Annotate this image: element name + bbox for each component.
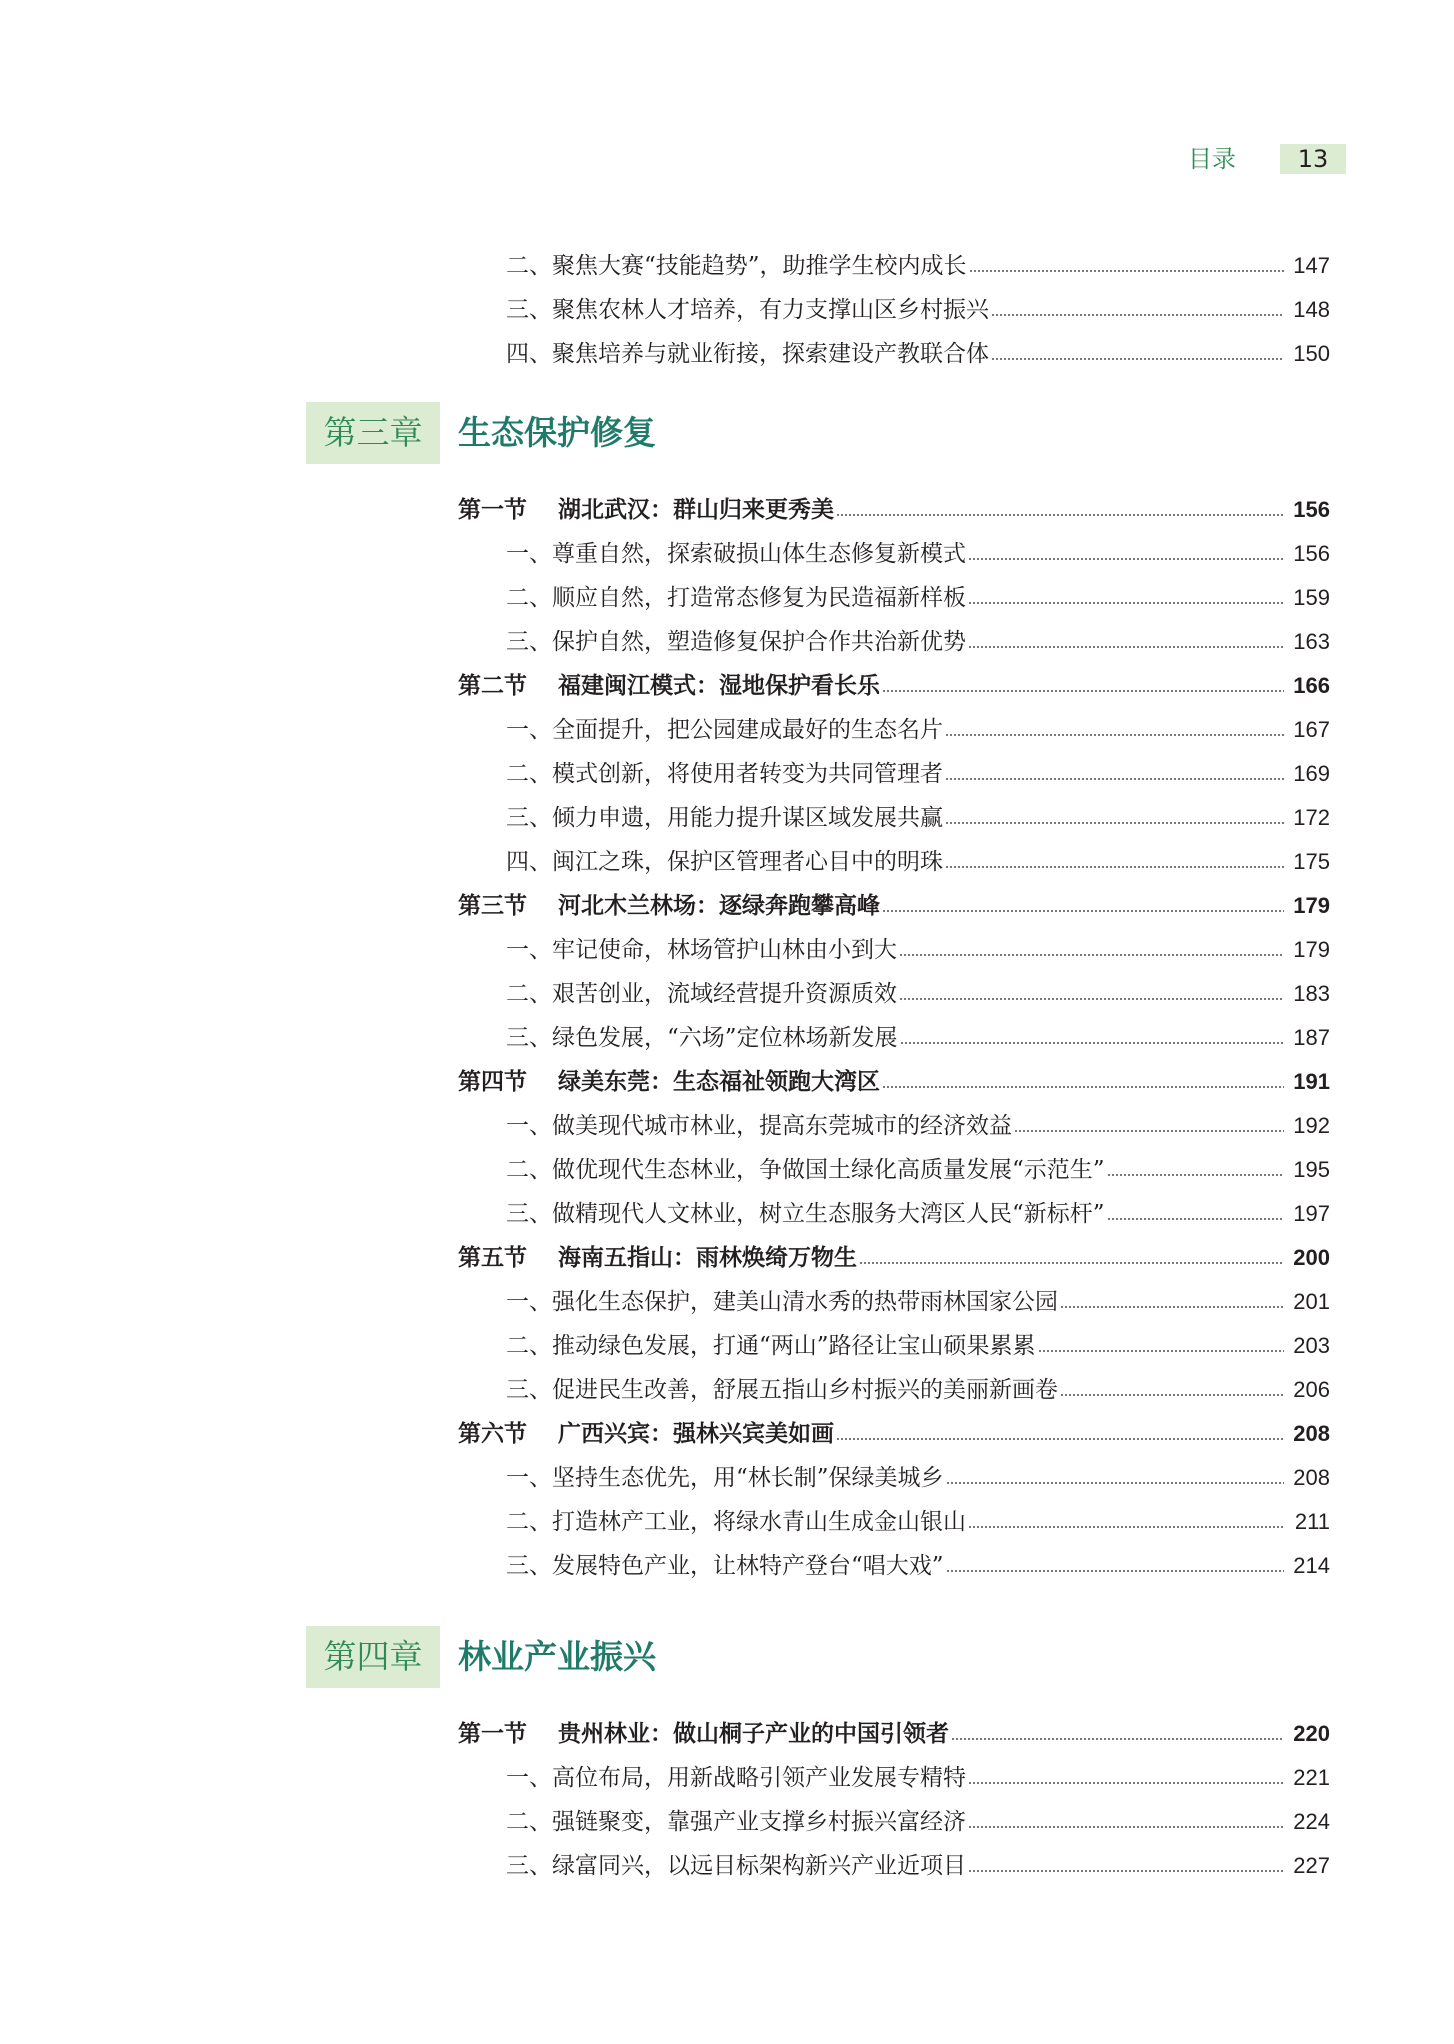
- toc-item[interactable]: [0, 752, 1454, 796]
- toc-item-text: 三、聚焦农林人才培养，有力支撑山区乡村振兴: [506, 297, 989, 323]
- toc-item[interactable]: [0, 1844, 1454, 1888]
- header-page-number: 13: [1280, 144, 1346, 174]
- toc-page-number: 169: [1293, 761, 1330, 786]
- toc-item-text: 一、坚持生态优先，用“林长制”保绿美城乡: [506, 1465, 944, 1491]
- section-number: 第六节: [458, 1420, 527, 1447]
- chapter-number: 第四章: [306, 1626, 440, 1688]
- toc-item-text: 三、做精现代人文林业，树立生态服务大湾区人民“新标杆”: [506, 1201, 1105, 1227]
- section-title: 福建闽江模式：湿地保护看长乐: [558, 672, 880, 699]
- dot-leader: [969, 270, 1284, 272]
- dot-leader: [900, 1042, 1284, 1044]
- dot-leader: [836, 1438, 1284, 1440]
- toc-item-text: 二、模式创新，将使用者转变为共同管理者: [506, 761, 943, 787]
- dot-leader: [945, 866, 1284, 868]
- toc-item-text: 三、倾力申遗，用能力提升谋区域发展共赢: [506, 805, 943, 831]
- dot-leader: [945, 778, 1284, 780]
- toc-item[interactable]: [0, 1756, 1454, 1800]
- toc-item-text: 二、推动绿色发展，打通“两山”路径让宝山硕果累累: [506, 1333, 1036, 1359]
- section-title: 绿美东莞：生态福祉领跑大湾区: [558, 1068, 880, 1095]
- toc-item[interactable]: [0, 796, 1454, 840]
- dot-leader: [1107, 1174, 1284, 1176]
- toc-page-number: 148: [1293, 297, 1330, 322]
- dot-leader: [968, 1826, 1284, 1828]
- toc-page-number: 201: [1293, 1289, 1330, 1314]
- dot-leader: [968, 1870, 1284, 1872]
- section-number: 第四节: [458, 1068, 527, 1095]
- chapter-heading[interactable]: [306, 402, 656, 464]
- toc-item-text: 一、尊重自然，探索破损山体生态修复新模式: [506, 541, 966, 567]
- toc-page-number: 206: [1293, 1377, 1330, 1402]
- toc-page-number: 183: [1293, 981, 1330, 1006]
- toc-item[interactable]: [0, 244, 1454, 288]
- dot-leader: [1038, 1350, 1284, 1352]
- dot-leader: [968, 558, 1284, 560]
- dot-leader: [882, 910, 1284, 912]
- toc-item-text: 二、强链聚变，靠强产业支撑乡村振兴富经济: [506, 1809, 966, 1835]
- toc-page-number: 220: [1293, 1721, 1330, 1746]
- toc-section[interactable]: [0, 1236, 1454, 1280]
- toc-page-number: 187: [1293, 1025, 1330, 1050]
- toc-item[interactable]: [0, 1192, 1454, 1236]
- toc-item[interactable]: [0, 1456, 1454, 1500]
- dot-leader: [899, 998, 1284, 1000]
- toc-item[interactable]: [0, 1544, 1454, 1588]
- toc-page-number: 203: [1293, 1333, 1330, 1358]
- toc-item-text: 二、艰苦创业，流域经营提升资源质效: [506, 981, 897, 1007]
- toc-section[interactable]: [0, 1412, 1454, 1456]
- toc-item-text: 四、聚焦培养与就业衔接，探索建设产教联合体: [506, 341, 989, 367]
- toc-page-number: 156: [1293, 541, 1330, 566]
- section-title: 湖北武汉：群山归来更秀美: [558, 496, 834, 523]
- section-number: 第五节: [458, 1244, 527, 1271]
- toc-page-number: 221: [1293, 1765, 1330, 1790]
- dot-leader: [951, 1738, 1284, 1740]
- toc-page-number: 163: [1293, 629, 1330, 654]
- toc-item-text: 一、做美现代城市林业，提高东莞城市的经济效益: [506, 1113, 1012, 1139]
- toc-item-text: 四、闽江之珠，保护区管理者心目中的明珠: [506, 849, 943, 875]
- dot-leader: [968, 1526, 1284, 1528]
- section-title: 河北木兰林场：逐绿奔跑攀高峰: [558, 892, 880, 919]
- section-title: 海南五指山：雨林焕绮万物生: [558, 1244, 857, 1271]
- toc-page-number: 197: [1293, 1201, 1330, 1226]
- toc-page-number: 167: [1293, 717, 1330, 742]
- toc-item[interactable]: [0, 840, 1454, 884]
- toc-item-text: 三、绿色发展，“六场”定位林场新发展: [506, 1025, 898, 1051]
- toc-page-number: 208: [1293, 1465, 1330, 1490]
- section-number: 第三节: [458, 892, 527, 919]
- section-title: 贵州林业：做山桐子产业的中国引领者: [558, 1720, 949, 1747]
- toc-item[interactable]: [0, 1016, 1454, 1060]
- toc-page-number: 179: [1293, 893, 1330, 918]
- toc-section[interactable]: [0, 1712, 1454, 1756]
- chapter-title: 林业产业振兴: [458, 1637, 656, 1676]
- toc-item[interactable]: [0, 576, 1454, 620]
- toc-item[interactable]: [0, 620, 1454, 664]
- toc-item-text: 三、保护自然，塑造修复保护合作共治新优势: [506, 629, 966, 655]
- toc-item-text: 二、顺应自然，打造常态修复为民造福新样板: [506, 585, 966, 611]
- toc-page-number: 200: [1293, 1245, 1330, 1270]
- toc-item-text: 三、绿富同兴，以远目标架构新兴产业近项目: [506, 1853, 966, 1879]
- toc-item[interactable]: [0, 1148, 1454, 1192]
- toc-item-text: 一、高位布局，用新战略引领产业发展专精特: [506, 1765, 966, 1791]
- dot-leader: [836, 514, 1284, 516]
- toc-item[interactable]: [0, 332, 1454, 376]
- toc-item[interactable]: [0, 532, 1454, 576]
- toc-item[interactable]: [0, 1280, 1454, 1324]
- toc-page-number: 179: [1293, 937, 1330, 962]
- toc-item-text: 三、发展特色产业，让林特产登台“唱大戏”: [506, 1553, 944, 1579]
- toc-item[interactable]: [0, 1500, 1454, 1544]
- dot-leader: [1060, 1306, 1284, 1308]
- toc-page-number: 208: [1293, 1421, 1330, 1446]
- toc-section[interactable]: [0, 884, 1454, 928]
- toc-page-number: 172: [1293, 805, 1330, 830]
- toc-page-number: 227: [1293, 1853, 1330, 1878]
- toc-page-number: 192: [1293, 1113, 1330, 1138]
- dot-leader: [991, 358, 1284, 360]
- toc-item[interactable]: [0, 928, 1454, 972]
- toc-section[interactable]: [0, 488, 1454, 532]
- toc-page-number: 211: [1294, 1509, 1330, 1534]
- toc-page-number: 156: [1293, 497, 1330, 522]
- toc-item-text: 二、打造林产工业，将绿水青山生成金山银山: [506, 1509, 966, 1535]
- toc-item[interactable]: [0, 1368, 1454, 1412]
- dot-leader: [859, 1262, 1284, 1264]
- toc-page-number: 147: [1293, 253, 1330, 278]
- dot-leader: [899, 954, 1284, 956]
- toc-page-number: 195: [1293, 1157, 1330, 1182]
- page-header: [1188, 144, 1346, 174]
- toc-item[interactable]: [0, 1324, 1454, 1368]
- toc-page-number: 159: [1293, 585, 1330, 610]
- toc-item-text: 二、聚焦大赛“技能趋势”，助推学生校内成长: [506, 253, 967, 279]
- dot-leader: [968, 602, 1284, 604]
- dot-leader: [946, 1570, 1284, 1572]
- section-number: 第一节: [458, 496, 527, 523]
- toc-item-text: 二、做优现代生态林业，争做国土绿化高质量发展“示范生”: [506, 1157, 1105, 1183]
- toc-item[interactable]: [0, 708, 1454, 752]
- toc-section[interactable]: [0, 664, 1454, 708]
- section-number: 第二节: [458, 672, 527, 699]
- toc-item[interactable]: [0, 972, 1454, 1016]
- dot-leader: [1014, 1130, 1284, 1132]
- toc-page-number: 166: [1293, 673, 1330, 698]
- toc-item[interactable]: [0, 1800, 1454, 1844]
- toc-item-text: 三、促进民生改善，舒展五指山乡村振兴的美丽新画卷: [506, 1377, 1058, 1403]
- dot-leader: [968, 646, 1284, 648]
- toc-page-number: 224: [1293, 1809, 1330, 1834]
- dot-leader: [991, 314, 1284, 316]
- chapter-number: 第三章: [306, 402, 440, 464]
- toc-item-text: 一、全面提升，把公园建成最好的生态名片: [506, 717, 943, 743]
- toc-item-text: 一、牢记使命，林场管护山林由小到大: [506, 937, 897, 963]
- dot-leader: [945, 822, 1284, 824]
- dot-leader: [882, 1086, 1284, 1088]
- dot-leader: [1107, 1218, 1284, 1220]
- toc-item[interactable]: [0, 288, 1454, 332]
- toc-page-number: 150: [1293, 341, 1330, 366]
- chapter-title: 生态保护修复: [458, 413, 656, 452]
- toc-section[interactable]: [0, 1060, 1454, 1104]
- toc-item-text: 一、强化生态保护，建美山清水秀的热带雨林国家公园: [506, 1289, 1058, 1315]
- dot-leader: [946, 1482, 1284, 1484]
- toc-page-number: 214: [1293, 1553, 1330, 1578]
- dot-leader: [1060, 1394, 1284, 1396]
- dot-leader: [968, 1782, 1284, 1784]
- toc-item[interactable]: [0, 1104, 1454, 1148]
- toc-page-number: 191: [1293, 1069, 1330, 1094]
- section-title: 广西兴宾：强林兴宾美如画: [558, 1420, 834, 1447]
- section-number: 第一节: [458, 1720, 527, 1747]
- dot-leader: [882, 690, 1284, 692]
- toc-page-number: 175: [1293, 849, 1330, 874]
- dot-leader: [945, 734, 1284, 736]
- chapter-heading[interactable]: [306, 1626, 656, 1688]
- header-section-label: 目录: [1188, 145, 1236, 173]
